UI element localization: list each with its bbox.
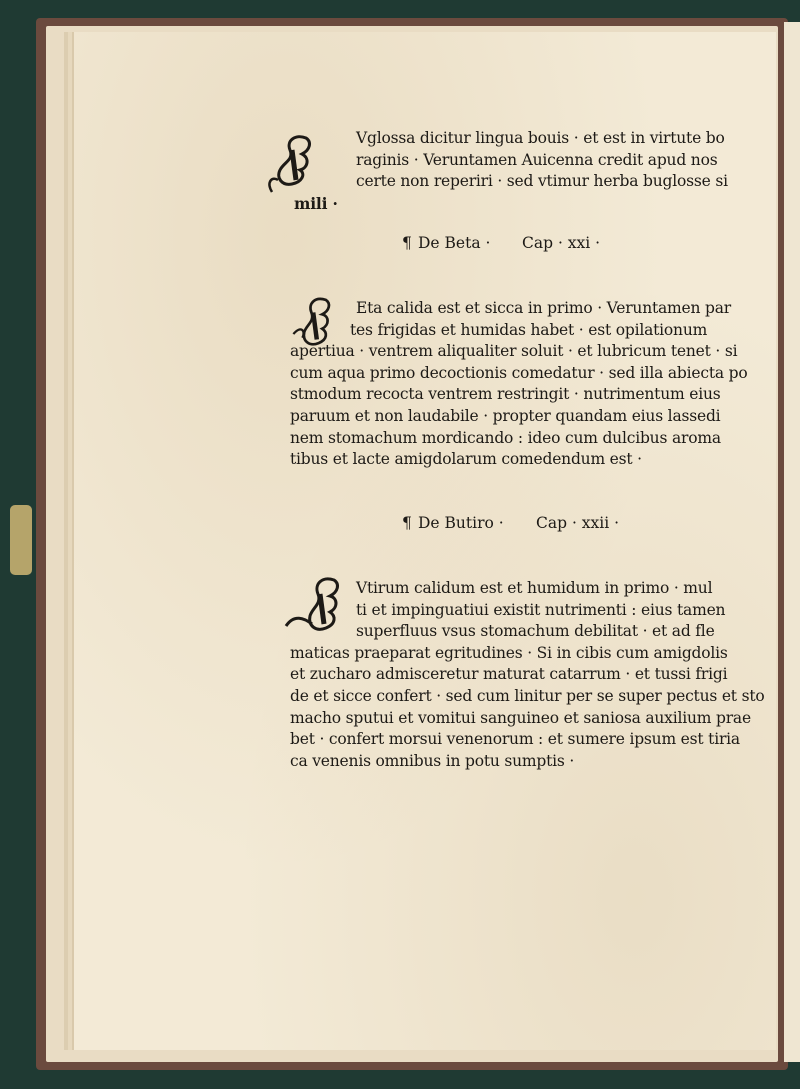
text-line: superfluus vsus stomachum debilitat · et ad fle [356, 622, 715, 641]
text-line: ti et impinguatiui existit nutrimenti : eius tamen [356, 600, 726, 619]
text-line: raginis · Veruntamen Auicenna credit apud nos [356, 150, 718, 169]
text-line: macho sputui et vomitui sanguineo et saniosa auxilium prae [290, 708, 751, 727]
chapter-number: Cap · xxi · [522, 234, 601, 252]
paragraph-beta [290, 298, 748, 471]
text-line: Eta calida est et sicca in primo · Veruntamen par [356, 299, 731, 317]
text-line: Vtirum calidum est et humidum in primo · mul [356, 579, 713, 597]
text-line: certe non reperiri · sed vtimur herba buglosse si [356, 172, 728, 191]
heading-title: De Beta · [418, 234, 491, 252]
text-line: bet · confert morsui venenorum : et sumere ipsum est tiria [290, 730, 740, 749]
text-line: maticas praeparat egritudines · Si in cibis cum amigdolis [290, 643, 728, 662]
text-line: nem stomachum mordicando : ideo cum dulcibus aroma [290, 428, 721, 447]
text-line: de et sicce confert · sed cum linitur per se super pectus et sto [290, 686, 765, 705]
text-line: stmodum recocta ventrem restringit · nutrimentum eius [290, 385, 721, 404]
clasp [10, 505, 32, 575]
text-line: tibus et lacte amigdolarum comedendum est · [290, 450, 642, 469]
facing-page-edge [784, 22, 800, 1062]
pilcrow-icon: ¶ [402, 234, 412, 252]
paragraph-butiro [290, 578, 765, 772]
text-line: apertiua · ventrem aliqualiter soluit · et lubricum tenet · si [290, 342, 738, 361]
chapter-number: Cap · xxii · [536, 514, 620, 532]
text-line: ca venenis omnibus in potu sumptis · [290, 751, 575, 770]
paragraph-bugloss [290, 128, 728, 214]
text-line: mili · [294, 193, 338, 213]
pilcrow-icon: ¶ [402, 514, 412, 532]
text-line: et zucharo admisceretur maturat catarrum · et tussi frigi [290, 665, 728, 684]
text-line: paruum et non laudabile · propter quandam eius lassedi [290, 406, 721, 425]
text-line: cum aqua primo decoctionis comedatur · sed illa abiecta po [290, 363, 748, 382]
text-line: tes frigidas et humidas habet · est opilationum [350, 320, 708, 339]
text-line: Vglossa dicitur lingua bouis · et est in virtute bo [356, 129, 725, 147]
heading-title: De Butiro · [418, 514, 504, 532]
